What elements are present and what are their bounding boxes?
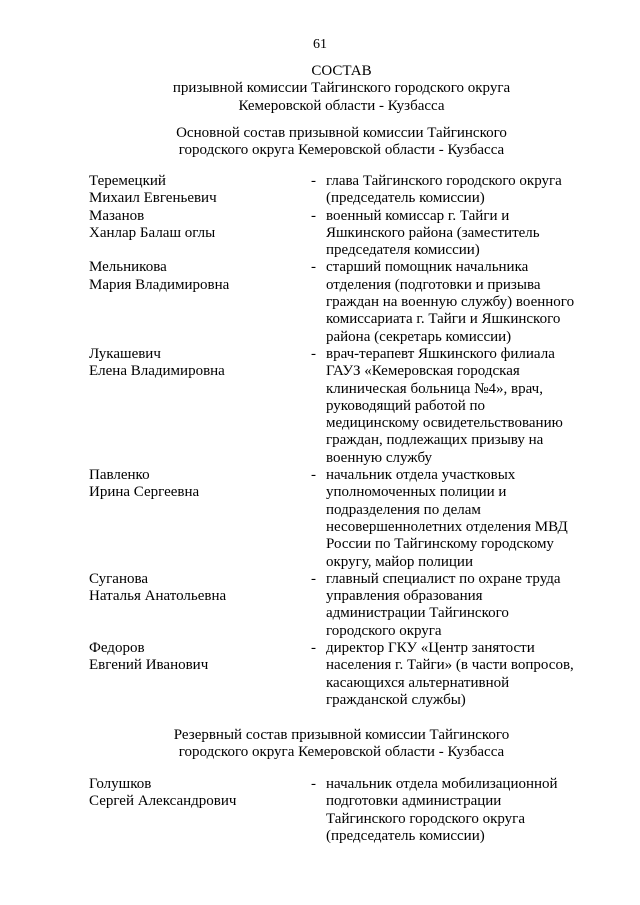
member-role-line: Яшкинского района (заместитель	[326, 224, 540, 241]
member-name	[89, 776, 311, 845]
member-role	[326, 173, 589, 208]
page-number: 61	[313, 37, 327, 52]
dash-separator: -	[311, 259, 316, 276]
member-role-line: района (секретарь комиссии)	[326, 328, 512, 345]
member-name	[89, 208, 311, 260]
member-role-line: Тайгинского городского округа	[326, 810, 525, 827]
member-role-line: медицинскому освидетельствованию	[326, 415, 563, 432]
member-name-line: Суганова	[89, 570, 149, 587]
member-name-line: Лукашевич	[89, 345, 161, 362]
title-line: Кемеровской области - Кузбасса	[238, 97, 445, 114]
member-role-line: (председатель комиссии)	[326, 827, 485, 844]
member-role-line: руководящий работой по	[326, 397, 486, 414]
member-row	[89, 173, 589, 208]
member-role	[326, 346, 589, 467]
member-role-line: гражданской службы)	[326, 691, 466, 708]
member-row	[89, 259, 589, 345]
member-name	[89, 571, 311, 640]
member-row	[89, 776, 589, 845]
member-row	[89, 467, 589, 571]
member-role	[326, 571, 589, 640]
member-role-line: комиссариата г. Тайги и Яшкинского	[326, 311, 561, 328]
member-row	[89, 346, 589, 467]
heading-line: Основной состав призывной комиссии Тайгинского	[176, 125, 507, 141]
member-role-line: управления образования	[326, 588, 483, 605]
main-section-heading	[0, 125, 640, 160]
member-role-line: военную службу	[326, 449, 433, 466]
member-role-line: клиническая больница №4», врач,	[326, 380, 543, 397]
member-role-line: старший помощник начальника	[326, 259, 529, 276]
member-role-line: врач-терапевт Яшкинского филиала	[326, 345, 555, 362]
member-role-line: населения г. Тайги» (в части вопросов,	[326, 657, 574, 674]
member-role	[326, 259, 589, 345]
reserve-members-list	[89, 776, 589, 845]
member-name	[89, 640, 311, 709]
member-name-line: Михаил Евгеньевич	[89, 190, 217, 207]
member-role-line: начальник отдела участковых	[326, 467, 516, 484]
dash-separator: -	[311, 173, 316, 189]
dash-separator: -	[311, 345, 316, 362]
dash-separator: -	[311, 207, 316, 224]
title-line: призывной комиссии Тайгинского городского округа	[172, 80, 511, 97]
member-name-line: Павленко	[89, 467, 150, 484]
member-role-line: главный специалист по охране труда	[326, 570, 561, 587]
member-role	[326, 208, 589, 260]
member-role-line: округу, майор полиции	[326, 553, 473, 570]
member-role-line: несовершеннолетних отделения МВД	[326, 518, 568, 535]
heading-line: городского округа Кемеровской области - Кузбасса	[178, 142, 505, 159]
title-line: СОСТАВ	[311, 63, 372, 79]
member-role-line: граждан, подлежащих призыву на	[326, 432, 544, 449]
member-name-line: Мазанов	[89, 207, 145, 224]
member-role	[326, 776, 589, 845]
member-name-line: Теремецкий	[89, 173, 166, 189]
member-name	[89, 259, 311, 345]
member-name-line: Наталья Анатольевна	[89, 588, 227, 605]
member-name-line: Сергей Александрович	[89, 793, 237, 810]
member-name-line: Евгений Иванович	[89, 657, 209, 674]
member-name	[89, 467, 311, 571]
reserve-section-heading	[0, 727, 640, 762]
member-row	[89, 640, 589, 709]
member-role-line: ГАУЗ «Кемеровская городская	[326, 363, 520, 380]
member-role-line: отделения (подготовки и призыва	[326, 276, 541, 293]
member-role-line: председателя комиссии)	[326, 242, 480, 259]
member-role-line: администрации Тайгинского	[326, 605, 509, 622]
member-role-line: подготовки администрации	[326, 793, 502, 810]
dash-separator: -	[311, 640, 316, 657]
member-name-line: Федоров	[89, 640, 145, 657]
member-name	[89, 346, 311, 467]
member-role-line: военный комиссар г. Тайги и	[326, 207, 510, 224]
member-name-line: Голушков	[89, 776, 152, 792]
dash-separator: -	[311, 570, 316, 587]
main-members-list	[89, 173, 589, 709]
heading-line: Резервный состав призывной комиссии Тайгинского	[173, 727, 510, 743]
member-role-line: (председатель комиссии)	[326, 190, 485, 207]
member-role-line: глава Тайгинского городского округа	[326, 173, 562, 189]
member-role	[326, 640, 589, 709]
member-role-line: подразделения по делам	[326, 501, 481, 518]
member-row	[89, 571, 589, 640]
document-title	[0, 63, 640, 115]
member-name-line: Ханлар Балаш оглы	[89, 224, 216, 241]
member-role-line: уполномоченных полиции и	[326, 484, 507, 501]
member-row	[89, 208, 589, 260]
member-name	[89, 173, 311, 208]
member-role-line: России по Тайгинскому городскому	[326, 536, 554, 553]
member-name-line: Мельникова	[89, 259, 167, 276]
member-role-line: городского округа	[326, 622, 442, 639]
member-name-line: Мария Владимировна	[89, 276, 230, 293]
member-role-line: начальник отдела мобилизационной	[326, 776, 558, 792]
member-role-line: директор ГКУ «Центр занятости	[326, 640, 535, 657]
heading-line: городского округа Кемеровской области - Кузбасса	[178, 744, 505, 761]
member-role-line: касающихся альтернативной	[326, 674, 510, 691]
member-role	[326, 467, 589, 571]
dash-separator: -	[311, 467, 316, 484]
dash-separator: -	[311, 776, 316, 792]
member-name-line: Ирина Сергеевна	[89, 484, 200, 501]
member-name-line: Елена Владимировна	[89, 363, 225, 380]
member-role-line: граждан на военную службу) военного	[326, 294, 575, 311]
